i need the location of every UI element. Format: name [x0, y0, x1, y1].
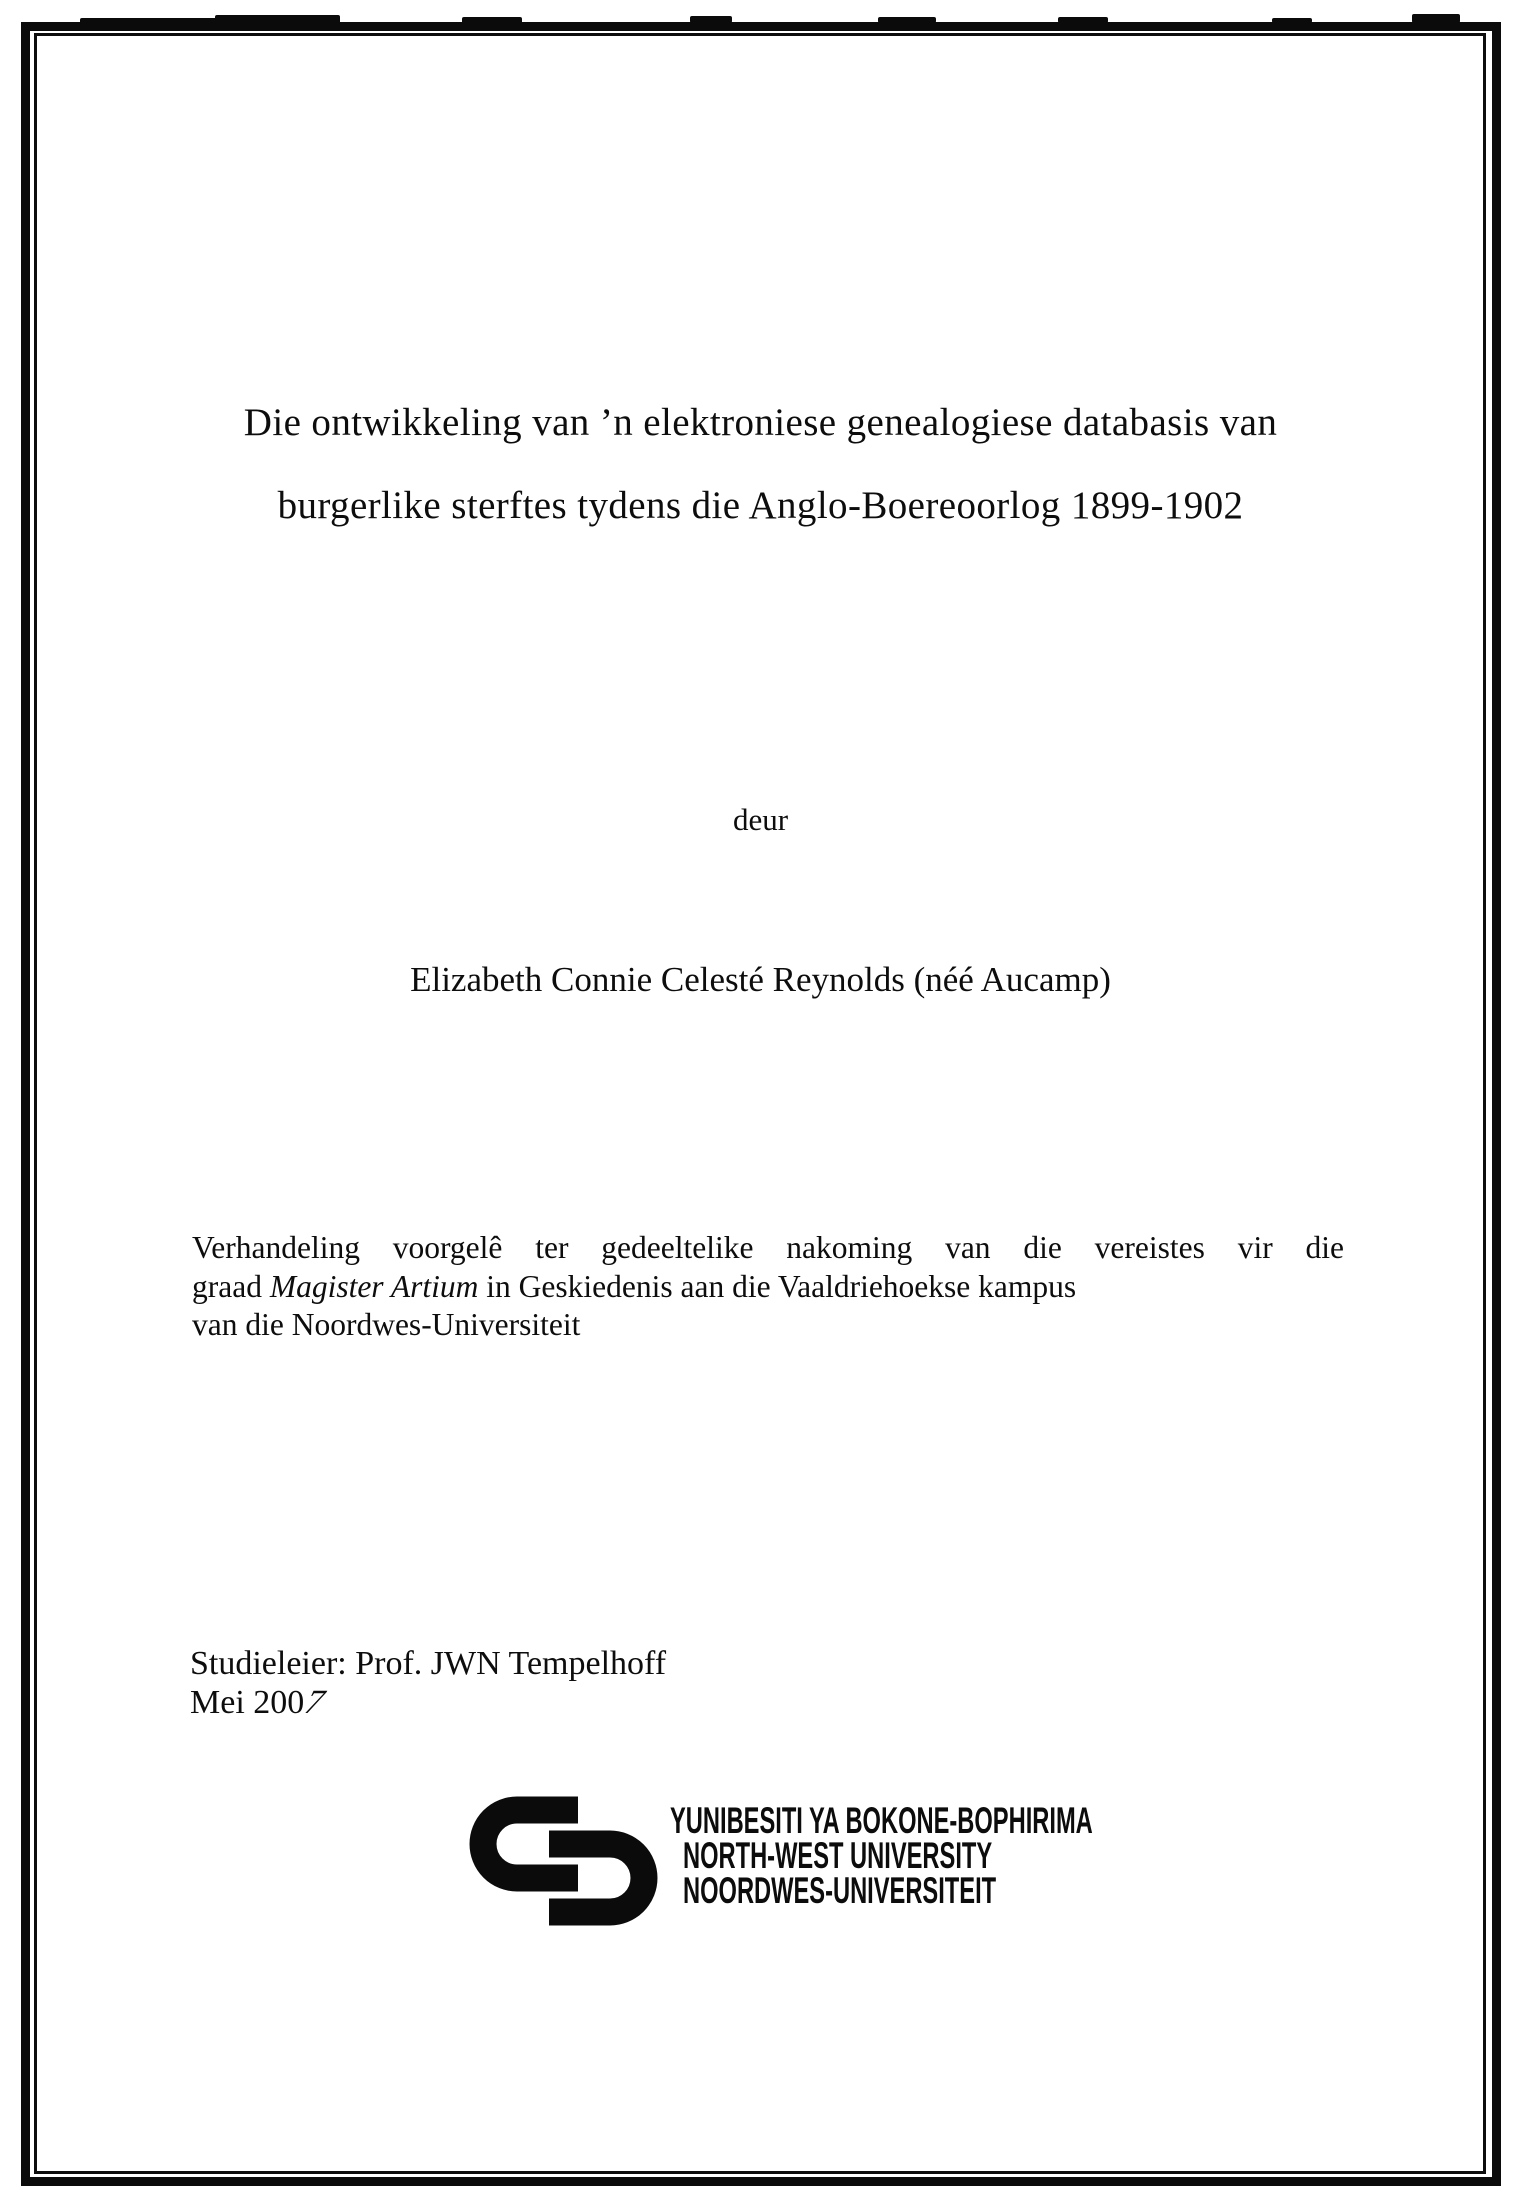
scan-artifact — [1058, 17, 1108, 23]
submission-date — [190, 1683, 666, 1722]
supervisor-line: Studieleier: Prof. JWN Tempelhoff — [190, 1645, 667, 1682]
byline-label: deur — [732, 802, 789, 837]
degree-statement — [192, 1229, 1344, 1345]
nwu-logo-text-line-3 — [670, 1870, 1331, 1911]
thesis-title-line-1: Die ontwikkeling van ’n elektroniese genealogiese databasis van — [243, 401, 1278, 444]
degree-statement-line-2 — [192, 1268, 1344, 1307]
degree-statement-line-2-post: in Geskiedenis aan die Vaaldriehoekse kampus — [478, 1268, 1077, 1304]
scan-artifact — [1272, 18, 1312, 23]
supervisor-block — [190, 1644, 666, 1722]
nwu-logo-text — [670, 1796, 1331, 1911]
nwu-logo — [468, 1796, 1331, 1926]
scan-artifact — [21, 2130, 30, 2176]
scan-artifact — [462, 17, 522, 24]
scan-artifact — [215, 15, 340, 24]
nwu-logo-text-line-2 — [670, 1835, 1331, 1876]
scan-artifact — [1412, 14, 1460, 23]
interlocked-chain-links-icon — [468, 1796, 660, 1926]
thesis-title-line-2: burgerlike sterftes tydens die Anglo-Boereoorlog 1899-1902 — [277, 484, 1244, 527]
degree-statement-line-1: Verhandeling voorgelê ter gedeeltelike nakoming van die vereistes vir die — [192, 1230, 1344, 1265]
degree-statement-line-3: van die Noordwes-Universiteit — [192, 1307, 581, 1342]
degree-statement-line-2-pre: graad — [192, 1268, 270, 1304]
nwu-logo-text-line-1-label: YUNIBESITI YA BOKONE-BOPHIRIMA — [670, 1800, 1093, 1841]
scan-artifact — [690, 16, 732, 23]
nwu-logo-text-line-2-label: NORTH-WEST UNIVERSITY — [683, 1835, 993, 1876]
scan-artifact — [878, 17, 936, 23]
submission-date-digit: 7 — [298, 1684, 332, 1721]
author-name: Elizabeth Connie Celesté Reynolds (néé Aucamp) — [410, 960, 1111, 999]
nwu-logo-text-line-3-label: NOORDWES-UNIVERSITEIT — [683, 1870, 997, 1911]
submission-date-text: Mei 200 — [190, 1684, 305, 1721]
thesis-title — [42, 381, 1479, 547]
degree-name: Magister Artium — [269, 1268, 479, 1304]
nwu-logo-text-line-1 — [670, 1800, 1331, 1841]
